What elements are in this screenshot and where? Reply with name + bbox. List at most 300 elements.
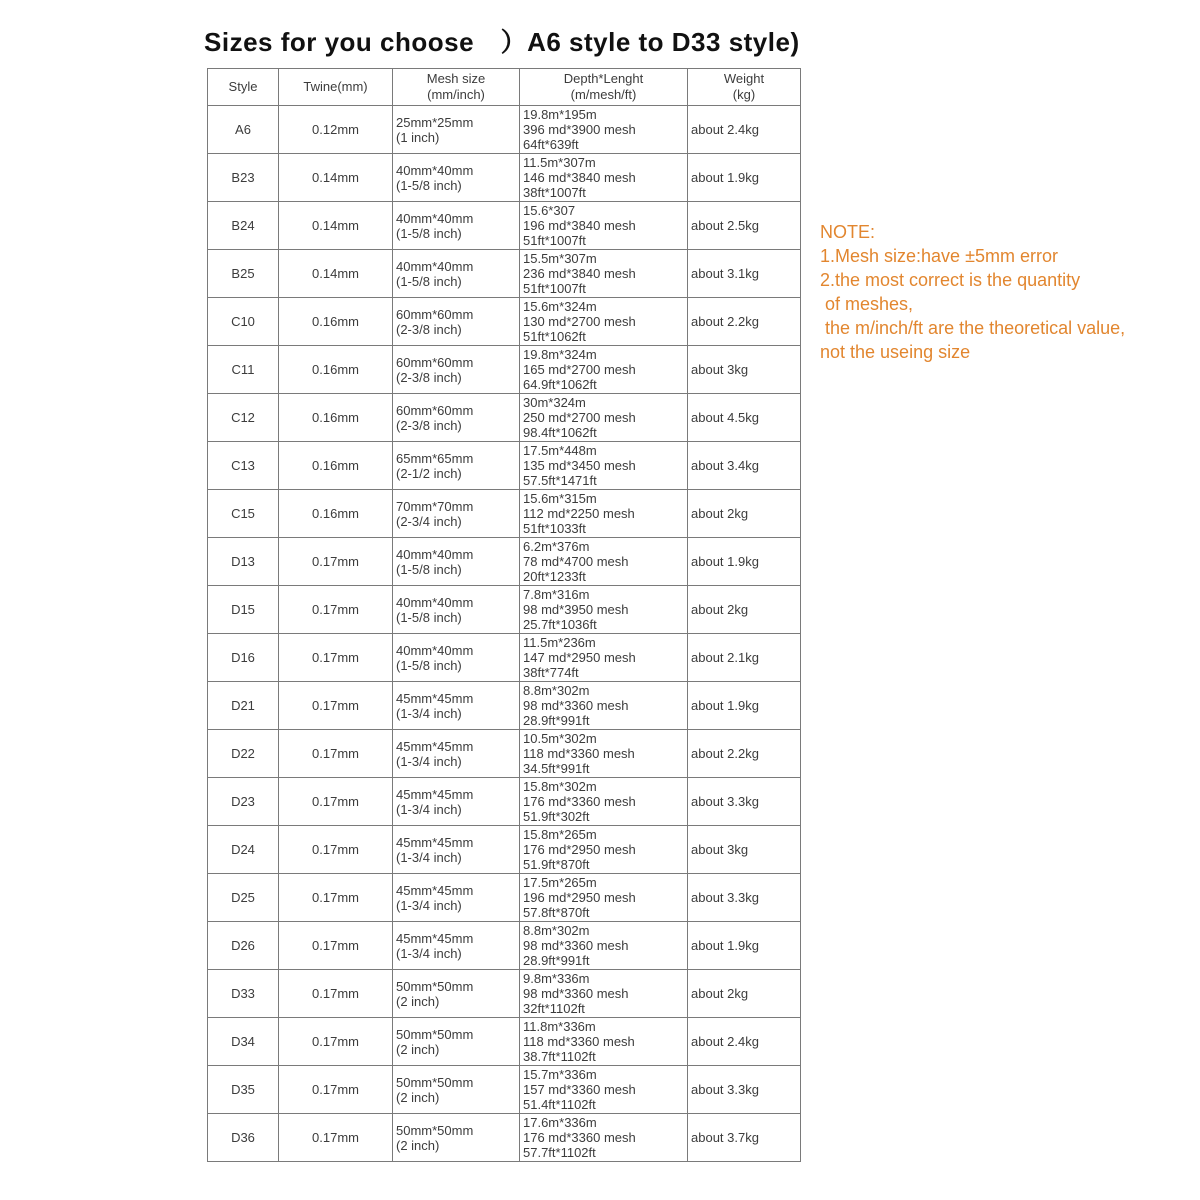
cell-line: B24 [231, 218, 255, 233]
cell-line: 40mm*40mm [396, 546, 474, 562]
table-row [208, 394, 801, 442]
cell-line: about 3.7kg [691, 1130, 759, 1145]
cell-line: 64.9ft*1062ft [523, 377, 597, 392]
cell-line: (1-5/8 inch) [396, 561, 462, 577]
cell-line: 0.16mm [312, 314, 359, 329]
weight-cell [688, 826, 801, 874]
style-cell [208, 490, 279, 538]
column-header [520, 69, 688, 106]
mesh-cell [393, 682, 520, 730]
twine-cell [279, 154, 393, 202]
mesh-cell [393, 154, 520, 202]
page-title: Sizes for you choose ）A6 style to D33 style) [204, 27, 800, 57]
cell-line: 118 md*3360 mesh [523, 746, 635, 761]
cell-line: C15 [231, 506, 255, 521]
depth-cell [520, 826, 688, 874]
cell-line: about 3.3kg [691, 890, 759, 905]
cell-line: 57.8ft*870ft [523, 905, 590, 920]
cell-line: 0.14mm [312, 170, 359, 185]
weight-cell [688, 634, 801, 682]
depth-cell [520, 634, 688, 682]
mesh-cell [393, 490, 520, 538]
cell-line: 0.14mm [312, 266, 359, 281]
cell-line: 30m*324m [523, 395, 586, 410]
weight-cell [688, 1018, 801, 1066]
cell-line: 51.9ft*870ft [523, 857, 590, 872]
cell-line: about 2.2kg [691, 746, 759, 761]
weight-cell [688, 1114, 801, 1162]
cell-line: 51.9ft*302ft [523, 809, 590, 824]
cell-line: D36 [231, 1130, 255, 1145]
cell-line: (1-5/8 inch) [396, 657, 462, 673]
table-row [208, 586, 801, 634]
cell-line: about 2.2kg [691, 314, 759, 329]
mesh-cell [393, 1066, 520, 1114]
cell-line: D33 [231, 986, 255, 1001]
cell-line: about 2kg [691, 506, 749, 521]
cell-line: (2 inch) [396, 1137, 440, 1153]
table-row [208, 298, 801, 346]
cell-line: 10.5m*302m [523, 731, 597, 746]
cell-line: 15.5m*307m [523, 251, 597, 266]
note-block [820, 220, 1190, 364]
cell-line: (2-3/8 inch) [396, 369, 462, 385]
cell-line: (2 inch) [396, 1089, 440, 1105]
twine-cell [279, 1066, 393, 1114]
cell-line: (1-5/8 inch) [396, 273, 462, 289]
note-line: of meshes, [820, 294, 914, 314]
table-header [208, 69, 801, 106]
cell-line: 98 md*3950 mesh [523, 602, 629, 617]
note-line: NOTE: [820, 222, 876, 242]
cell-line: A6 [235, 122, 251, 137]
cell-line: about 1.9kg [691, 698, 759, 713]
cell-line: 0.17mm [312, 842, 359, 857]
cell-line: 70mm*70mm [396, 498, 474, 514]
style-cell [208, 1114, 279, 1162]
cell-line: 45mm*45mm [396, 930, 474, 946]
cell-line: 196 md*3840 mesh [523, 218, 636, 233]
cell-line: 98 md*3360 mesh [523, 938, 629, 953]
depth-cell [520, 442, 688, 490]
cell-line: 0.17mm [312, 1034, 359, 1049]
cell-line: 146 md*3840 mesh [523, 170, 636, 185]
table-row [208, 538, 801, 586]
mesh-cell [393, 202, 520, 250]
depth-cell [520, 682, 688, 730]
cell-line: 98.4ft*1062ft [523, 425, 597, 440]
cell-line: (1-5/8 inch) [396, 609, 462, 625]
weight-cell [688, 922, 801, 970]
weight-cell [688, 778, 801, 826]
cell-line: 7.8m*316m [523, 587, 590, 602]
cell-line: (2 inch) [396, 993, 440, 1009]
cell-line: 40mm*40mm [396, 258, 474, 274]
cell-line: 51ft*1062ft [523, 329, 586, 344]
cell-line: (2-3/4 inch) [396, 513, 462, 529]
cell-line: D21 [231, 698, 255, 713]
weight-cell [688, 202, 801, 250]
cell-line: 135 md*3450 mesh [523, 458, 636, 473]
mesh-cell [393, 1114, 520, 1162]
cell-line: (2-1/2 inch) [396, 465, 462, 481]
cell-line: D26 [231, 938, 255, 953]
cell-line: 32ft*1102ft [523, 1001, 585, 1016]
depth-cell [520, 586, 688, 634]
column-header-line: Depth*Lenght [563, 71, 644, 86]
cell-line: about 3.1kg [691, 266, 759, 281]
style-cell [208, 250, 279, 298]
weight-cell [688, 106, 801, 154]
cell-line: 15.6m*315m [523, 491, 597, 506]
cell-line: 0.17mm [312, 746, 359, 761]
column-header-line: Style [228, 79, 258, 94]
cell-line: 65mm*65mm [396, 450, 474, 466]
style-cell [208, 298, 279, 346]
mesh-cell [393, 250, 520, 298]
cell-line: 0.17mm [312, 602, 359, 617]
cell-line: 60mm*60mm [396, 402, 474, 418]
cell-line: 17.6m*336m [523, 1115, 597, 1130]
cell-line: 147 md*2950 mesh [523, 650, 636, 665]
cell-line: 40mm*40mm [396, 642, 474, 658]
style-cell [208, 922, 279, 970]
style-cell [208, 442, 279, 490]
twine-cell [279, 634, 393, 682]
cell-line: 176 md*2950 mesh [523, 842, 636, 857]
cell-line: 25.7ft*1036ft [523, 617, 597, 632]
mesh-cell [393, 874, 520, 922]
cell-line: 51ft*1033ft [523, 521, 586, 536]
depth-cell [520, 730, 688, 778]
cell-line: 19.8m*324m [523, 347, 597, 362]
twine-cell [279, 922, 393, 970]
column-header-line: (mm/inch) [427, 87, 485, 102]
column-header-line: Mesh size [426, 71, 486, 86]
weight-cell [688, 442, 801, 490]
style-cell [208, 106, 279, 154]
cell-line: (2-3/8 inch) [396, 321, 462, 337]
cell-line: 15.6*307 [523, 203, 576, 218]
twine-cell [279, 874, 393, 922]
cell-line: 165 md*2700 mesh [523, 362, 636, 377]
note-line: the m/inch/ft are the theoretical value, [820, 318, 1126, 338]
table-row [208, 634, 801, 682]
cell-line: 45mm*45mm [396, 882, 474, 898]
depth-cell [520, 106, 688, 154]
cell-line: D24 [231, 842, 255, 857]
cell-line: 0.17mm [312, 698, 359, 713]
twine-cell [279, 826, 393, 874]
cell-line: 40mm*40mm [396, 162, 474, 178]
cell-line: 396 md*3900 mesh [523, 122, 636, 137]
style-cell [208, 346, 279, 394]
cell-line: 34.5ft*991ft [523, 761, 590, 776]
cell-line: B25 [231, 266, 255, 281]
depth-cell [520, 538, 688, 586]
style-cell [208, 394, 279, 442]
table-row [208, 826, 801, 874]
cell-line: 176 md*3360 mesh [523, 794, 636, 809]
cell-line: D22 [231, 746, 255, 761]
cell-line: 51ft*1007ft [523, 233, 586, 248]
style-cell [208, 682, 279, 730]
cell-line: 15.8m*265m [523, 827, 597, 842]
column-header-line: Twine(mm) [303, 79, 368, 94]
depth-cell [520, 202, 688, 250]
cell-line: about 2.1kg [691, 650, 759, 665]
depth-cell [520, 1066, 688, 1114]
column-header-line: (m/mesh/ft) [570, 87, 637, 102]
twine-cell [279, 538, 393, 586]
mesh-cell [393, 970, 520, 1018]
cell-line: 8.8m*302m [523, 683, 590, 698]
cell-line: about 3kg [691, 362, 749, 377]
table-row [208, 874, 801, 922]
twine-cell [279, 250, 393, 298]
sizes-table [207, 68, 801, 1162]
twine-cell [279, 730, 393, 778]
cell-line: 51.4ft*1102ft [523, 1097, 596, 1112]
weight-cell [688, 154, 801, 202]
mesh-cell [393, 826, 520, 874]
twine-cell [279, 970, 393, 1018]
cell-line: (1-3/4 inch) [396, 801, 462, 817]
weight-cell [688, 298, 801, 346]
cell-line: 9.8m*336m [523, 971, 590, 986]
cell-line: 20ft*1233ft [523, 569, 586, 584]
cell-line: 118 md*3360 mesh [523, 1034, 635, 1049]
depth-cell [520, 778, 688, 826]
weight-cell [688, 538, 801, 586]
cell-line: 0.14mm [312, 218, 359, 233]
cell-line: 0.12mm [312, 122, 359, 137]
cell-line: 6.2m*376m [523, 539, 590, 554]
mesh-cell [393, 586, 520, 634]
cell-line: 8.8m*302m [523, 923, 590, 938]
cell-line: C12 [231, 410, 255, 425]
cell-line: 0.17mm [312, 1082, 359, 1097]
twine-cell [279, 1018, 393, 1066]
weight-cell [688, 970, 801, 1018]
cell-line: 38.7ft*1102ft [523, 1049, 596, 1064]
cell-line: 196 md*2950 mesh [523, 890, 636, 905]
cell-line: 0.17mm [312, 794, 359, 809]
note-line: not the useing size [820, 342, 971, 362]
style-cell [208, 1018, 279, 1066]
table-body [208, 106, 801, 1162]
style-cell [208, 202, 279, 250]
note-line: 1.Mesh size:have ±5mm error [820, 246, 1058, 266]
twine-cell [279, 586, 393, 634]
table-header-row [208, 69, 801, 106]
cell-line: 78 md*4700 mesh [523, 554, 629, 569]
style-cell [208, 586, 279, 634]
mesh-cell [393, 922, 520, 970]
cell-line: 0.17mm [312, 554, 359, 569]
cell-line: 0.17mm [312, 650, 359, 665]
note-line: 2.the most correct is the quantity [820, 270, 1081, 290]
table-row [208, 442, 801, 490]
cell-line: about 3kg [691, 842, 749, 857]
style-cell [208, 154, 279, 202]
mesh-cell [393, 538, 520, 586]
cell-line: (1-3/4 inch) [396, 753, 462, 769]
column-header-line: (kg) [732, 87, 756, 102]
cell-line: 176 md*3360 mesh [523, 1130, 636, 1145]
twine-cell [279, 1114, 393, 1162]
cell-line: 17.5m*448m [523, 443, 597, 458]
depth-cell [520, 1018, 688, 1066]
cell-line: (2-3/8 inch) [396, 417, 462, 433]
style-cell [208, 538, 279, 586]
cell-line: 19.8m*195m [523, 107, 597, 122]
cell-line: 28.9ft*991ft [523, 713, 590, 728]
table-row [208, 106, 801, 154]
cell-line: 45mm*45mm [396, 738, 474, 754]
cell-line: (1-3/4 inch) [396, 945, 462, 961]
twine-cell [279, 346, 393, 394]
style-cell [208, 730, 279, 778]
twine-cell [279, 298, 393, 346]
cell-line: about 3.4kg [691, 458, 759, 473]
twine-cell [279, 490, 393, 538]
twine-cell [279, 202, 393, 250]
cell-line: 15.7m*336m [523, 1067, 597, 1082]
cell-line: about 2.5kg [691, 218, 759, 233]
weight-cell [688, 874, 801, 922]
cell-line: 25mm*25mm [396, 114, 474, 130]
cell-line: 17.5m*265m [523, 875, 597, 890]
cell-line: 51ft*1007ft [523, 281, 586, 296]
cell-line: 98 md*3360 mesh [523, 986, 629, 1001]
cell-line: 15.6m*324m [523, 299, 597, 314]
cell-line: 45mm*45mm [396, 690, 474, 706]
table-row [208, 346, 801, 394]
cell-line: D25 [231, 890, 255, 905]
cell-line: C11 [231, 362, 255, 377]
column-header [208, 69, 279, 106]
depth-cell [520, 490, 688, 538]
cell-line: 0.17mm [312, 938, 359, 953]
column-header [393, 69, 520, 106]
depth-cell [520, 154, 688, 202]
table-row [208, 1066, 801, 1114]
cell-line: (1-5/8 inch) [396, 225, 462, 241]
cell-line: 98 md*3360 mesh [523, 698, 629, 713]
twine-cell [279, 442, 393, 490]
table-row [208, 202, 801, 250]
cell-line: 112 md*2250 mesh [523, 506, 635, 521]
cell-line: 0.16mm [312, 410, 359, 425]
cell-line: 50mm*50mm [396, 1026, 474, 1042]
cell-line: 0.17mm [312, 890, 359, 905]
depth-cell [520, 874, 688, 922]
twine-cell [279, 394, 393, 442]
cell-line: 50mm*50mm [396, 1074, 474, 1090]
mesh-cell [393, 778, 520, 826]
cell-line: D34 [231, 1034, 255, 1049]
cell-line: (1 inch) [396, 129, 440, 145]
mesh-cell [393, 730, 520, 778]
style-cell [208, 1066, 279, 1114]
mesh-cell [393, 1018, 520, 1066]
cell-line: about 3.3kg [691, 1082, 759, 1097]
cell-line: 11.5m*236m [523, 635, 596, 650]
mesh-cell [393, 298, 520, 346]
cell-line: 57.7ft*1102ft [523, 1145, 596, 1160]
table-row [208, 778, 801, 826]
twine-cell [279, 778, 393, 826]
cell-line: 45mm*45mm [396, 834, 474, 850]
cell-line: 40mm*40mm [396, 210, 474, 226]
cell-line: 45mm*45mm [396, 786, 474, 802]
column-header [279, 69, 393, 106]
twine-cell [279, 682, 393, 730]
cell-line: about 1.9kg [691, 938, 759, 953]
depth-cell [520, 970, 688, 1018]
depth-cell [520, 250, 688, 298]
table-row [208, 490, 801, 538]
table-row [208, 154, 801, 202]
cell-line: D35 [231, 1082, 255, 1097]
style-cell [208, 634, 279, 682]
cell-line: 250 md*2700 mesh [523, 410, 636, 425]
cell-line: about 2.4kg [691, 1034, 759, 1049]
twine-cell [279, 106, 393, 154]
cell-line: 57.5ft*1471ft [523, 473, 597, 488]
cell-line: C10 [231, 314, 255, 329]
style-cell [208, 970, 279, 1018]
depth-cell [520, 394, 688, 442]
weight-cell [688, 730, 801, 778]
cell-line: 0.16mm [312, 506, 359, 521]
weight-cell [688, 1066, 801, 1114]
cell-line: 11.5m*307m [523, 155, 596, 170]
column-header-line: Weight [723, 71, 765, 86]
cell-line: (1-3/4 inch) [396, 897, 462, 913]
depth-cell [520, 346, 688, 394]
cell-line: about 4.5kg [691, 410, 759, 425]
cell-line: about 2kg [691, 602, 749, 617]
cell-line: 64ft*639ft [523, 137, 579, 152]
table-row [208, 682, 801, 730]
style-cell [208, 874, 279, 922]
column-header [688, 69, 801, 106]
cell-line: about 3.3kg [691, 794, 759, 809]
cell-line: 38ft*774ft [523, 665, 579, 680]
depth-cell [520, 922, 688, 970]
mesh-cell [393, 106, 520, 154]
depth-cell [520, 1114, 688, 1162]
cell-line: 236 md*3840 mesh [523, 266, 636, 281]
cell-line: 15.8m*302m [523, 779, 597, 794]
cell-line: 0.16mm [312, 362, 359, 377]
cell-line: (1-3/4 inch) [396, 849, 462, 865]
style-cell [208, 778, 279, 826]
cell-line: 11.8m*336m [523, 1019, 596, 1034]
cell-line: 40mm*40mm [396, 594, 474, 610]
weight-cell [688, 586, 801, 634]
table-row [208, 730, 801, 778]
table-row [208, 1018, 801, 1066]
weight-cell [688, 346, 801, 394]
mesh-cell [393, 394, 520, 442]
cell-line: 38ft*1007ft [523, 185, 586, 200]
cell-line: B23 [231, 170, 255, 185]
cell-line: 60mm*60mm [396, 306, 474, 322]
weight-cell [688, 490, 801, 538]
